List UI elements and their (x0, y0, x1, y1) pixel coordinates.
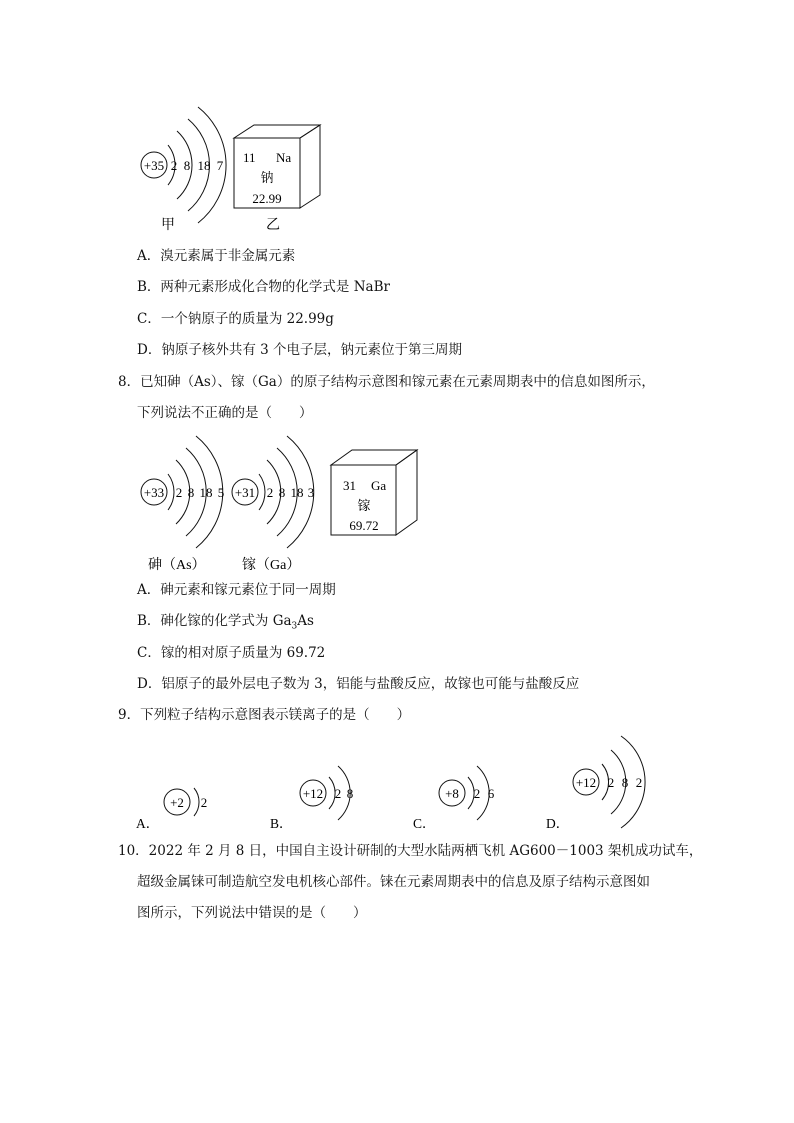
q8-gallium-atom-diagram (232, 436, 314, 548)
q9-choice-d-shell-3: 2 (635, 775, 643, 790)
q8-card-mass: 69.72 (349, 518, 379, 533)
q9-choice-c-shell-2: 6 (487, 786, 495, 801)
q8-as-shell-2: 8 (187, 485, 195, 500)
q8-option-c: C．镓的相对原子质量为 69.72 (137, 645, 326, 661)
q8-option-b-prefix: B．砷化镓的化学式为 Ga (137, 613, 292, 629)
q7-card-label: 乙 (266, 218, 280, 233)
q8-as-nucleus: +33 (143, 485, 165, 500)
q7-bromine-atom-diagram (141, 107, 226, 233)
q9-choice-b-nucleus: +12 (302, 786, 324, 801)
q7-atom-label: 甲 (161, 218, 175, 233)
q8-option-b (137, 613, 314, 635)
q8-ga-shell-3: 18 (290, 485, 304, 500)
q8-stem-line-1: 8．已知砷（As）、镓（Ga）的原子结构示意图和镓元素在元素周期表中的信息如图所示， (118, 374, 655, 390)
q7-card-symbol: Na (276, 150, 292, 165)
q8-gallium-element-card (331, 450, 417, 535)
q9-choice-b-shell-2: 8 (346, 786, 354, 801)
q9-choice-d-shell-2: 8 (621, 775, 629, 790)
q8-option-d: D．铝原子的最外层电子数为 3，铝能与盐酸反应，故镓也可能与盐酸反应 (137, 676, 580, 692)
q9-choice-d-nucleus: +12 (575, 775, 597, 790)
q9-choice-c-shell-1: 2 (473, 786, 481, 801)
q9-choice-a-shell-1: 2 (200, 795, 208, 810)
q8-card-number: 31 (343, 478, 356, 493)
q9-choice-d-letter: D． (546, 816, 570, 831)
q8-ga-shell-2: 8 (278, 485, 286, 500)
q8-ga-nucleus: +31 (234, 485, 256, 500)
q7-option-c: C．一个钠原子的质量为 22.99g (137, 311, 334, 327)
q9-choice-c-diagram (413, 766, 495, 831)
q9-choice-b-diagram (270, 766, 353, 831)
q8-as-shell-1: 2 (175, 485, 183, 500)
q9-choice-d-shell-1: 2 (607, 775, 615, 790)
q8-ga-shell-4: 3 (307, 485, 315, 500)
q8-figure (130, 430, 430, 580)
q7-card-number: 11 (243, 150, 256, 165)
q7-option-d: D．钠原子核外共有 3 个电子层，钠元素位于第三周期 (137, 342, 462, 358)
q9-choice-a-letter: A． (136, 816, 160, 831)
q10-stem-line-2: 超级金属铼可制造航空发电机核心部件。铼在元素周期表中的信息及原子结构示意图如 (137, 874, 650, 890)
q8-card-name: 镓 (357, 498, 371, 513)
q8-arsenic-atom-diagram (141, 436, 224, 548)
q7-option-a: A．溴元素属于非金属元素 (137, 248, 296, 264)
q7-card-name: 钠 (260, 170, 274, 185)
q9-stem: 9．下列粒子结构示意图表示镁离子的是（ ） (118, 707, 411, 723)
q10-stem-line-3: 图所示，下列说法中错误的是（ ） (137, 905, 367, 921)
q7-figure (130, 95, 340, 245)
q9-choice-a-diagram (136, 788, 207, 831)
q9-choice-b-letter: B． (270, 816, 293, 831)
q8-ga-label: 镓（Ga） (242, 558, 301, 573)
q9-choice-b-shell-1: 2 (334, 786, 342, 801)
q10-stem-line-1: 10．2022 年 2 月 8 日，中国自主设计研制的大型水陆两栖飞机 AG600－1003 架机成功试车， (118, 843, 703, 859)
q8-option-b-subscript: 3 (291, 621, 298, 632)
q7-card-mass: 22.99 (252, 191, 282, 206)
q7-sodium-element-card (234, 125, 320, 233)
q7-atom-nucleus: +35 (143, 158, 165, 173)
q9-choice-c-nucleus: +8 (445, 786, 459, 801)
q9-choice-a-nucleus: +2 (170, 795, 184, 810)
q8-as-label: 砷（As） (148, 558, 206, 573)
q8-option-a: A．砷元素和镓元素位于同一周期 (137, 582, 336, 598)
q8-as-shell-3: 18 (199, 485, 213, 500)
q8-card-symbol: Ga (371, 478, 387, 493)
q7-atom-shell-3: 18 (197, 158, 211, 173)
q8-option-b-suffix: As (297, 613, 314, 629)
q9-choice-c-letter: C． (413, 816, 436, 831)
q8-as-shell-4: 5 (217, 485, 225, 500)
q7-atom-shell-1: 2 (170, 158, 178, 173)
q7-atom-shell-2: 8 (183, 158, 191, 173)
q8-stem-line-2: 下列说法不正确的是（ ） (137, 405, 313, 421)
q9-figure (130, 730, 670, 835)
q7-option-b: B．两种元素形成化合物的化学式是 NaBr (137, 279, 390, 295)
q8-ga-shell-1: 2 (266, 485, 274, 500)
q7-atom-shell-4: 7 (216, 158, 224, 173)
q9-choice-d-diagram (546, 736, 645, 831)
